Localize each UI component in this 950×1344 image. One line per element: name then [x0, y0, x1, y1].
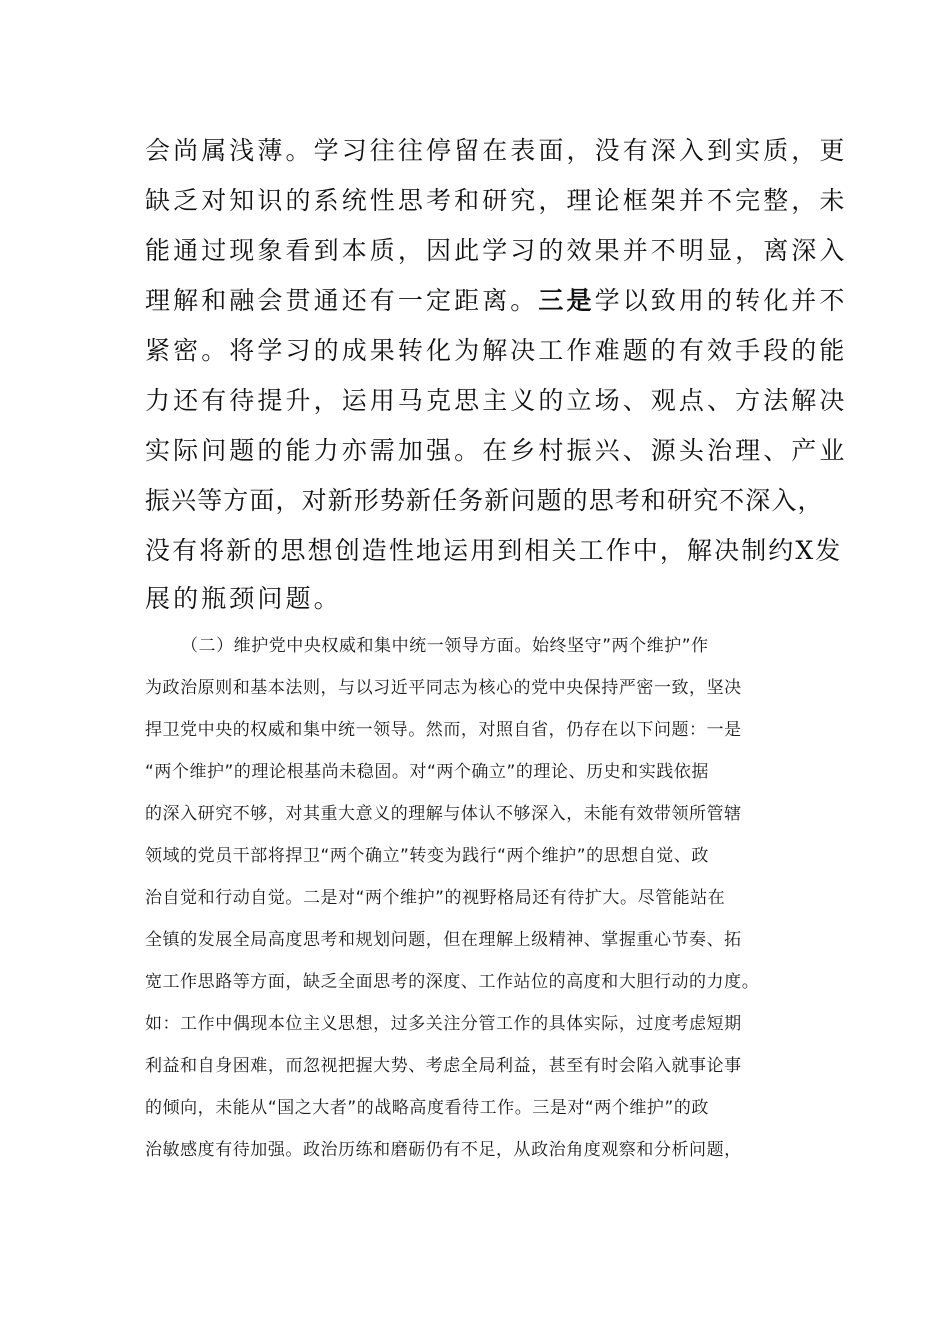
body-line-8: 振兴等方面，对新形势新任务新问题的思考和研究不深入，	[145, 486, 824, 515]
section-two-line-2: 为政治原则和基本法则，与以习近平同志为核心的党中央保持严密一致，坚决	[145, 678, 742, 698]
body-line-10: 展的瓶颈问题。	[145, 584, 342, 613]
section-two-line-4: “两个维护”的理论根基尚未稳固。对“两个确立”的理论、历史和实践依据	[145, 762, 709, 782]
body-line-3: 能通过现象看到本质，因此学习的效果并不明显，离深入	[145, 236, 848, 265]
body-line-2: 缺乏对知识的系统性思考和研究，理论框架并不完整，未	[145, 186, 848, 215]
section-two-line-10: 如：工作中偶现本位主义思想，过多关注分管工作的具体实际，过度考虑短期	[145, 1014, 742, 1034]
section-two-line-9: 宽工作思路等方面，缺乏全面思考的深度、工作站位的高度和大胆行动的力度。	[145, 972, 760, 992]
section-two-line-3: 捍卫党中央的权威和集中统一领导。然而，对照自省，仍存在以下问题：一是	[145, 720, 742, 740]
body-line-6: 力还有待提升，运用马克思主义的立场、观点、方法解决	[145, 386, 848, 415]
body-line-1: 会尚属浅薄。学习往往停留在表面，没有深入到实质，更	[145, 136, 848, 165]
section-two-heading-line: （二）维护党中央权威和集中统一领导方面。始终坚守”两个维护”作	[181, 636, 709, 656]
body-line-5: 紧密。将学习的成果转化为解决工作难题的有效手段的能	[145, 336, 848, 365]
body-line-4-after: 学以致用的转化并不	[594, 286, 848, 315]
section-two-line-7: 治自觉和行动自觉。二是对“两个维护”的视野格局还有待扩大。尽管能站在	[145, 888, 726, 908]
body-line-4	[145, 286, 848, 315]
section-two-line-12: 的倾向，未能从“国之大者”的战略高度看待工作。三是对“两个维护”的政	[145, 1098, 709, 1118]
body-line-9: 没有将新的思想创造性地运用到相关工作中，解决制约X发	[145, 536, 843, 565]
section-two-line-5: 的深入研究不够，对其重大意义的理解与体认不够深入，未能有效带领所管辖	[145, 804, 742, 824]
point-three-lead: 三是	[538, 286, 595, 315]
section-two-line-11: 利益和自身困难，而忽视把握大势、考虑全局利益，甚至有时会陷入就事论事	[145, 1056, 742, 1076]
body-line-7: 实际问题的能力亦需加强。在乡村振兴、源头治理、产业	[145, 436, 848, 465]
body-line-4-before: 理解和融会贯通还有一定距离。	[145, 286, 539, 315]
section-two-line-13: 治敏感度有待加强。政治历练和磨砺仍有不足，从政治角度观察和分析问题，	[145, 1140, 742, 1160]
section-two-line-8: 全镇的发展全局高度思考和规划问题，但在理解上级精神、掌握重心节奏、拓	[145, 930, 742, 950]
section-two-line-6: 领域的党员干部将捍卫“两个确立”转变为践行“两个维护”的思想自觉、政	[145, 846, 709, 866]
